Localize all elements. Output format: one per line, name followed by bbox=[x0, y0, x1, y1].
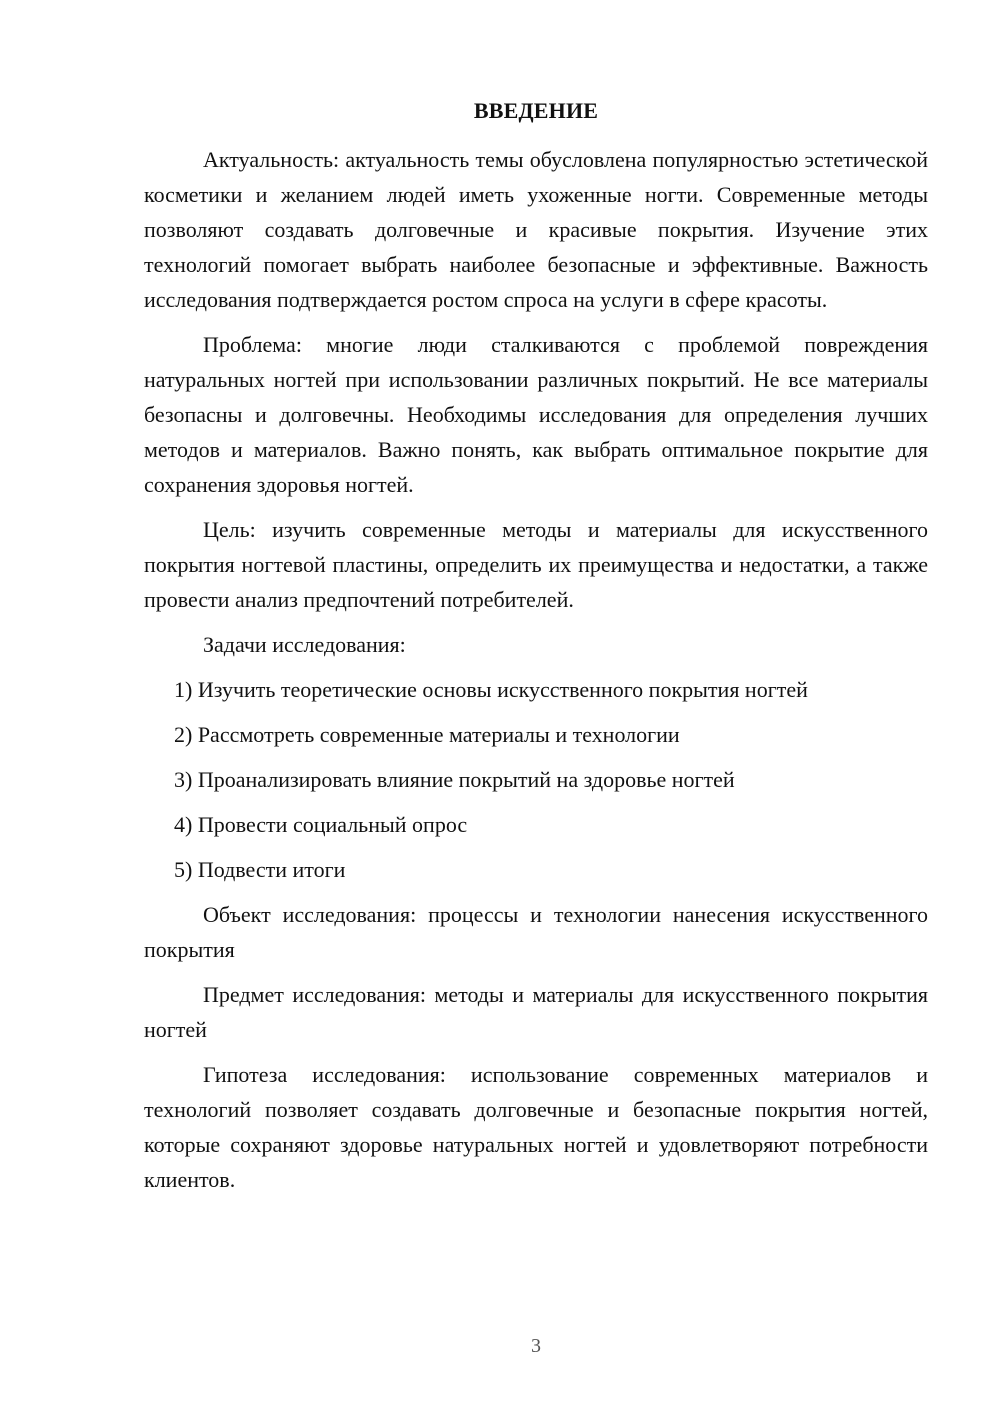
object-paragraph: Объект исследования: процессы и технологии нанесения искусственного покрытия bbox=[144, 902, 928, 962]
list-item: 2) Рассмотреть современные материалы и технологии bbox=[174, 722, 680, 747]
list-item: 4) Провести социальный опрос bbox=[174, 812, 468, 837]
hypothesis-paragraph: Гипотеза исследования: использование современных материалов и технологий позволяет создавать долговечные и безопасные покрытия ногтей, которые сохраняют здоровье натуральных ногтей и удовлетворяют потребности клиентов. bbox=[144, 1062, 928, 1192]
tasks-heading: Задачи исследования: bbox=[203, 632, 406, 657]
document-body bbox=[144, 142, 928, 1207]
relevance-paragraph: Актуальность: актуальность темы обусловлена популярностью эстетической косметики и желанием людей иметь ухоженные ногти. Современные методы позволяют создавать долговечные и красивые покрытия. Изучение этих технологий помогает выбрать наиболее безопасные и эффективные. Важность исследования подтверждается ростом спроса на услуги в сфере красоты. bbox=[144, 147, 928, 312]
goal-paragraph: Цель: изучить современные методы и материалы для искусственного покрытия ногтевой пластины, определить их преимущества и недостатки, а также провести анализ предпочтений потребителей. bbox=[144, 517, 928, 612]
list-item: 3) Проанализировать влияние покрытий на здоровье ногтей bbox=[174, 767, 735, 792]
list-item: 1) Изучить теоретические основы искусственного покрытия ногтей bbox=[174, 677, 808, 702]
subject-paragraph: Предмет исследования: методы и материалы для искусственного покрытия ногтей bbox=[144, 982, 928, 1042]
tasks-list bbox=[144, 672, 928, 887]
page-title: ВВЕДЕНИЕ bbox=[473, 98, 599, 123]
page-number: 3 bbox=[531, 1335, 541, 1357]
problem-paragraph: Проблема: многие люди сталкиваются с проблемой повреждения натуральных ногтей при использовании различных покрытий. Не все материалы безопасны и долговечны. Необходимы исследования для определения лучших методов и материалов. Важно понять, как выбрать оптимальное покрытие для сохранения здоровья ногтей. bbox=[144, 332, 928, 497]
list-item: 5) Подвести итоги bbox=[174, 857, 346, 882]
